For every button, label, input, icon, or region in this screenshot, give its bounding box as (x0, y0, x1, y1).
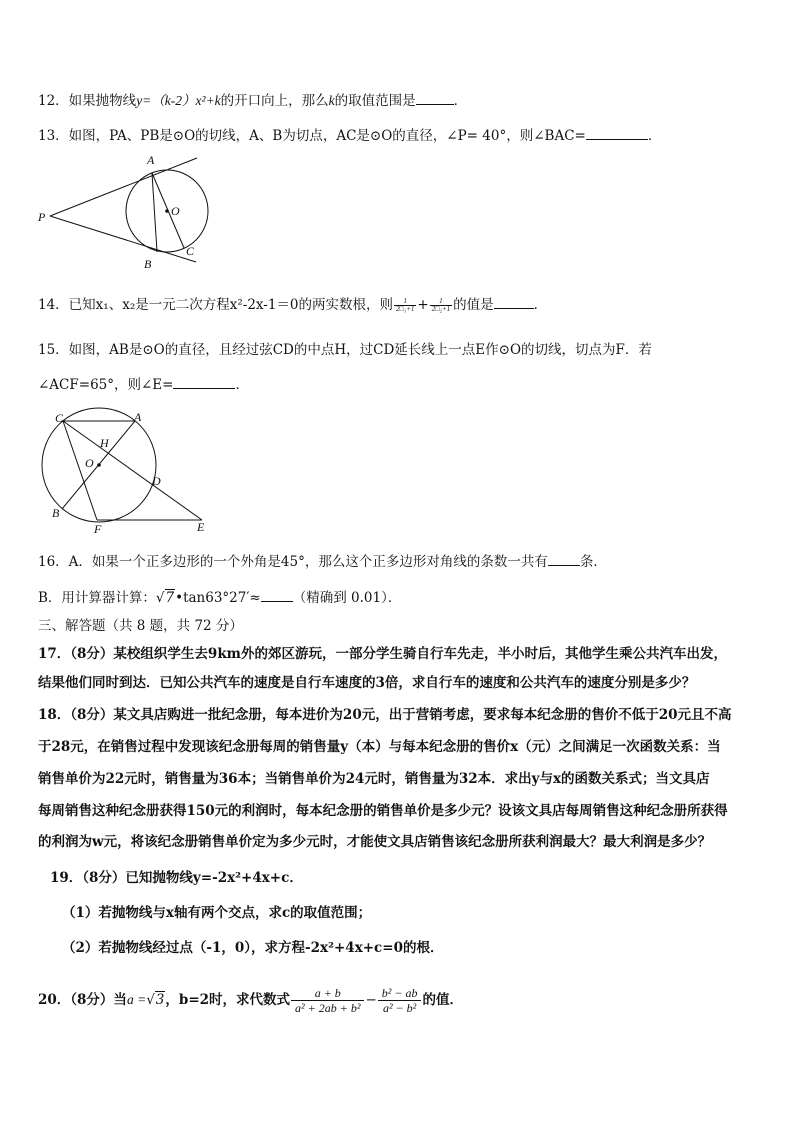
question-19-part-2: （2）若抛物线经过点（-1，0），求方程-2x²+4x+c=0的根． (62, 940, 444, 956)
sqrt-expression: √7 (155, 590, 175, 606)
question-12: 12．如果抛物线y=（k-2）x²+k的开口向上，那么k的取值范围是 ． (38, 93, 468, 109)
label-o: O (85, 456, 94, 470)
question-18-line-4: 每周销售这种纪念册获得150元的利润时，每本纪念册的销售单价是多少元？设该文具店每周销售这种纪念册所获得 (38, 803, 728, 819)
answer-blank[interactable] (586, 127, 648, 140)
label-c: C (186, 244, 195, 258)
chord-ab (152, 173, 157, 252)
question-18-line-2: 于28元，在销售过程中发现该纪念册每周的销售量y（本）与每本纪念册的售价x（元）之间满足一次函数关系：当 (38, 739, 721, 755)
center-dot (97, 463, 101, 467)
sqrt-3: √3 (146, 992, 165, 1008)
question-14: 14．已知x₁、x₂是一元二次方程x²-2x-1＝0的两实数根，则 $\frac{1}{\text{2□₁+1}}$ + $\frac{1}{\text{2□₂+1}}$ 的值是 ． (38, 297, 548, 313)
label-p: P (38, 210, 46, 224)
fraction-2: $\frac{\text{b² − ab}}{\text{a² − b²}}$ (378, 986, 422, 1015)
question-19-head: 19．（8分）已知抛物线y=-2x²+4x+c． (50, 870, 303, 886)
question-18-line-1: 18．（8分）某文具店购进一批纪念册，每本进价为20元，出于营销考虑，要求每本纪念册的售价不低于20元且不高 (38, 707, 732, 723)
question-15-line-2: ∠ACF=65°，则∠E= ． (38, 377, 249, 393)
label-d: D (152, 474, 161, 488)
figure-circle-tangent-e (30, 405, 215, 535)
label-b: B (52, 506, 60, 520)
chord-cf (63, 421, 97, 520)
answer-blank[interactable] (416, 92, 454, 105)
label-a: A (147, 153, 155, 167)
fraction-1: $\frac{1}{\text{2□₁+1}}$ (396, 297, 415, 313)
question-18-line-5: 的利润为w元，将该纪念册销售单价定为多少元时，才能使文具店销售该纪念册所获利润最大？最大利润是多少？ (38, 834, 712, 850)
figure-tangent-circle (30, 148, 220, 273)
label-e: E (197, 520, 205, 534)
question-13: 13．如图，PA、PB是⊙O的切线，A、B为切点，AC是⊙O的直径，∠P= 40°，则∠BAC= ． (38, 128, 662, 144)
label-c: C (55, 411, 64, 425)
center-dot (165, 209, 169, 213)
question-20: 20．（8分）当a =√3，b=2时，求代数式 $\frac{a + b}{\text{a² + 2ab + b²}}$ − $\frac{\text{b² − ab}}{\text{a² − b²}}$ 的值． (38, 986, 463, 1015)
fraction-2: $\frac{1}{\text{2□₂+1}}$ (431, 297, 451, 313)
fraction-1: $\frac{a + b}{\text{a² + 2ab + b²}}$ (291, 986, 364, 1015)
tangent-pb (50, 216, 196, 262)
question-19-part-1: （1）若抛物线与x轴有两个交点，求c的取值范围； (62, 905, 372, 921)
label-h: H (100, 436, 109, 450)
answer-blank[interactable] (261, 589, 293, 602)
line-ce (63, 421, 202, 520)
answer-blank[interactable] (494, 296, 534, 309)
answer-blank[interactable] (173, 376, 235, 389)
question-15-line-1: 15．如图，AB是⊙O的直径，且经过弦CD的中点H，过CD延长线上一点E作⊙O的切线，切点为F．若 (38, 342, 652, 358)
label-f: F (94, 522, 102, 535)
answer-blank[interactable] (548, 553, 580, 566)
section-heading: 三、解答题（共 8 题，共 72 分） (38, 618, 243, 634)
question-16b: B．用计算器计算：√7•tan63°27′≈ （精确到 0.01）． (38, 590, 402, 606)
label-b: B (144, 257, 152, 271)
question-18-line-3: 销售单价为22元时，销售量为36本；当销售单价为24元时，销售量为32本．求出y与x的函数关系式；当文具店 (38, 771, 710, 787)
label-a: A (134, 410, 142, 424)
question-16a: 16．A．如果一个正多边形的一个外角是45°，那么这个正多边形对角线的条数一共有 条． (38, 554, 607, 570)
question-17-line-1: 17．（8分）某校组织学生去9km外的郊区游玩，一部分学生骑自行车先走，半小时后，其他学生乘公共汽车出发， (38, 646, 727, 662)
question-17-line-2: 结果他们同时到达．已知公共汽车的速度是自行车速度的3倍，求自行车的速度和公共汽车的速度分别是多少？ (38, 675, 696, 691)
label-o: O (171, 204, 180, 218)
